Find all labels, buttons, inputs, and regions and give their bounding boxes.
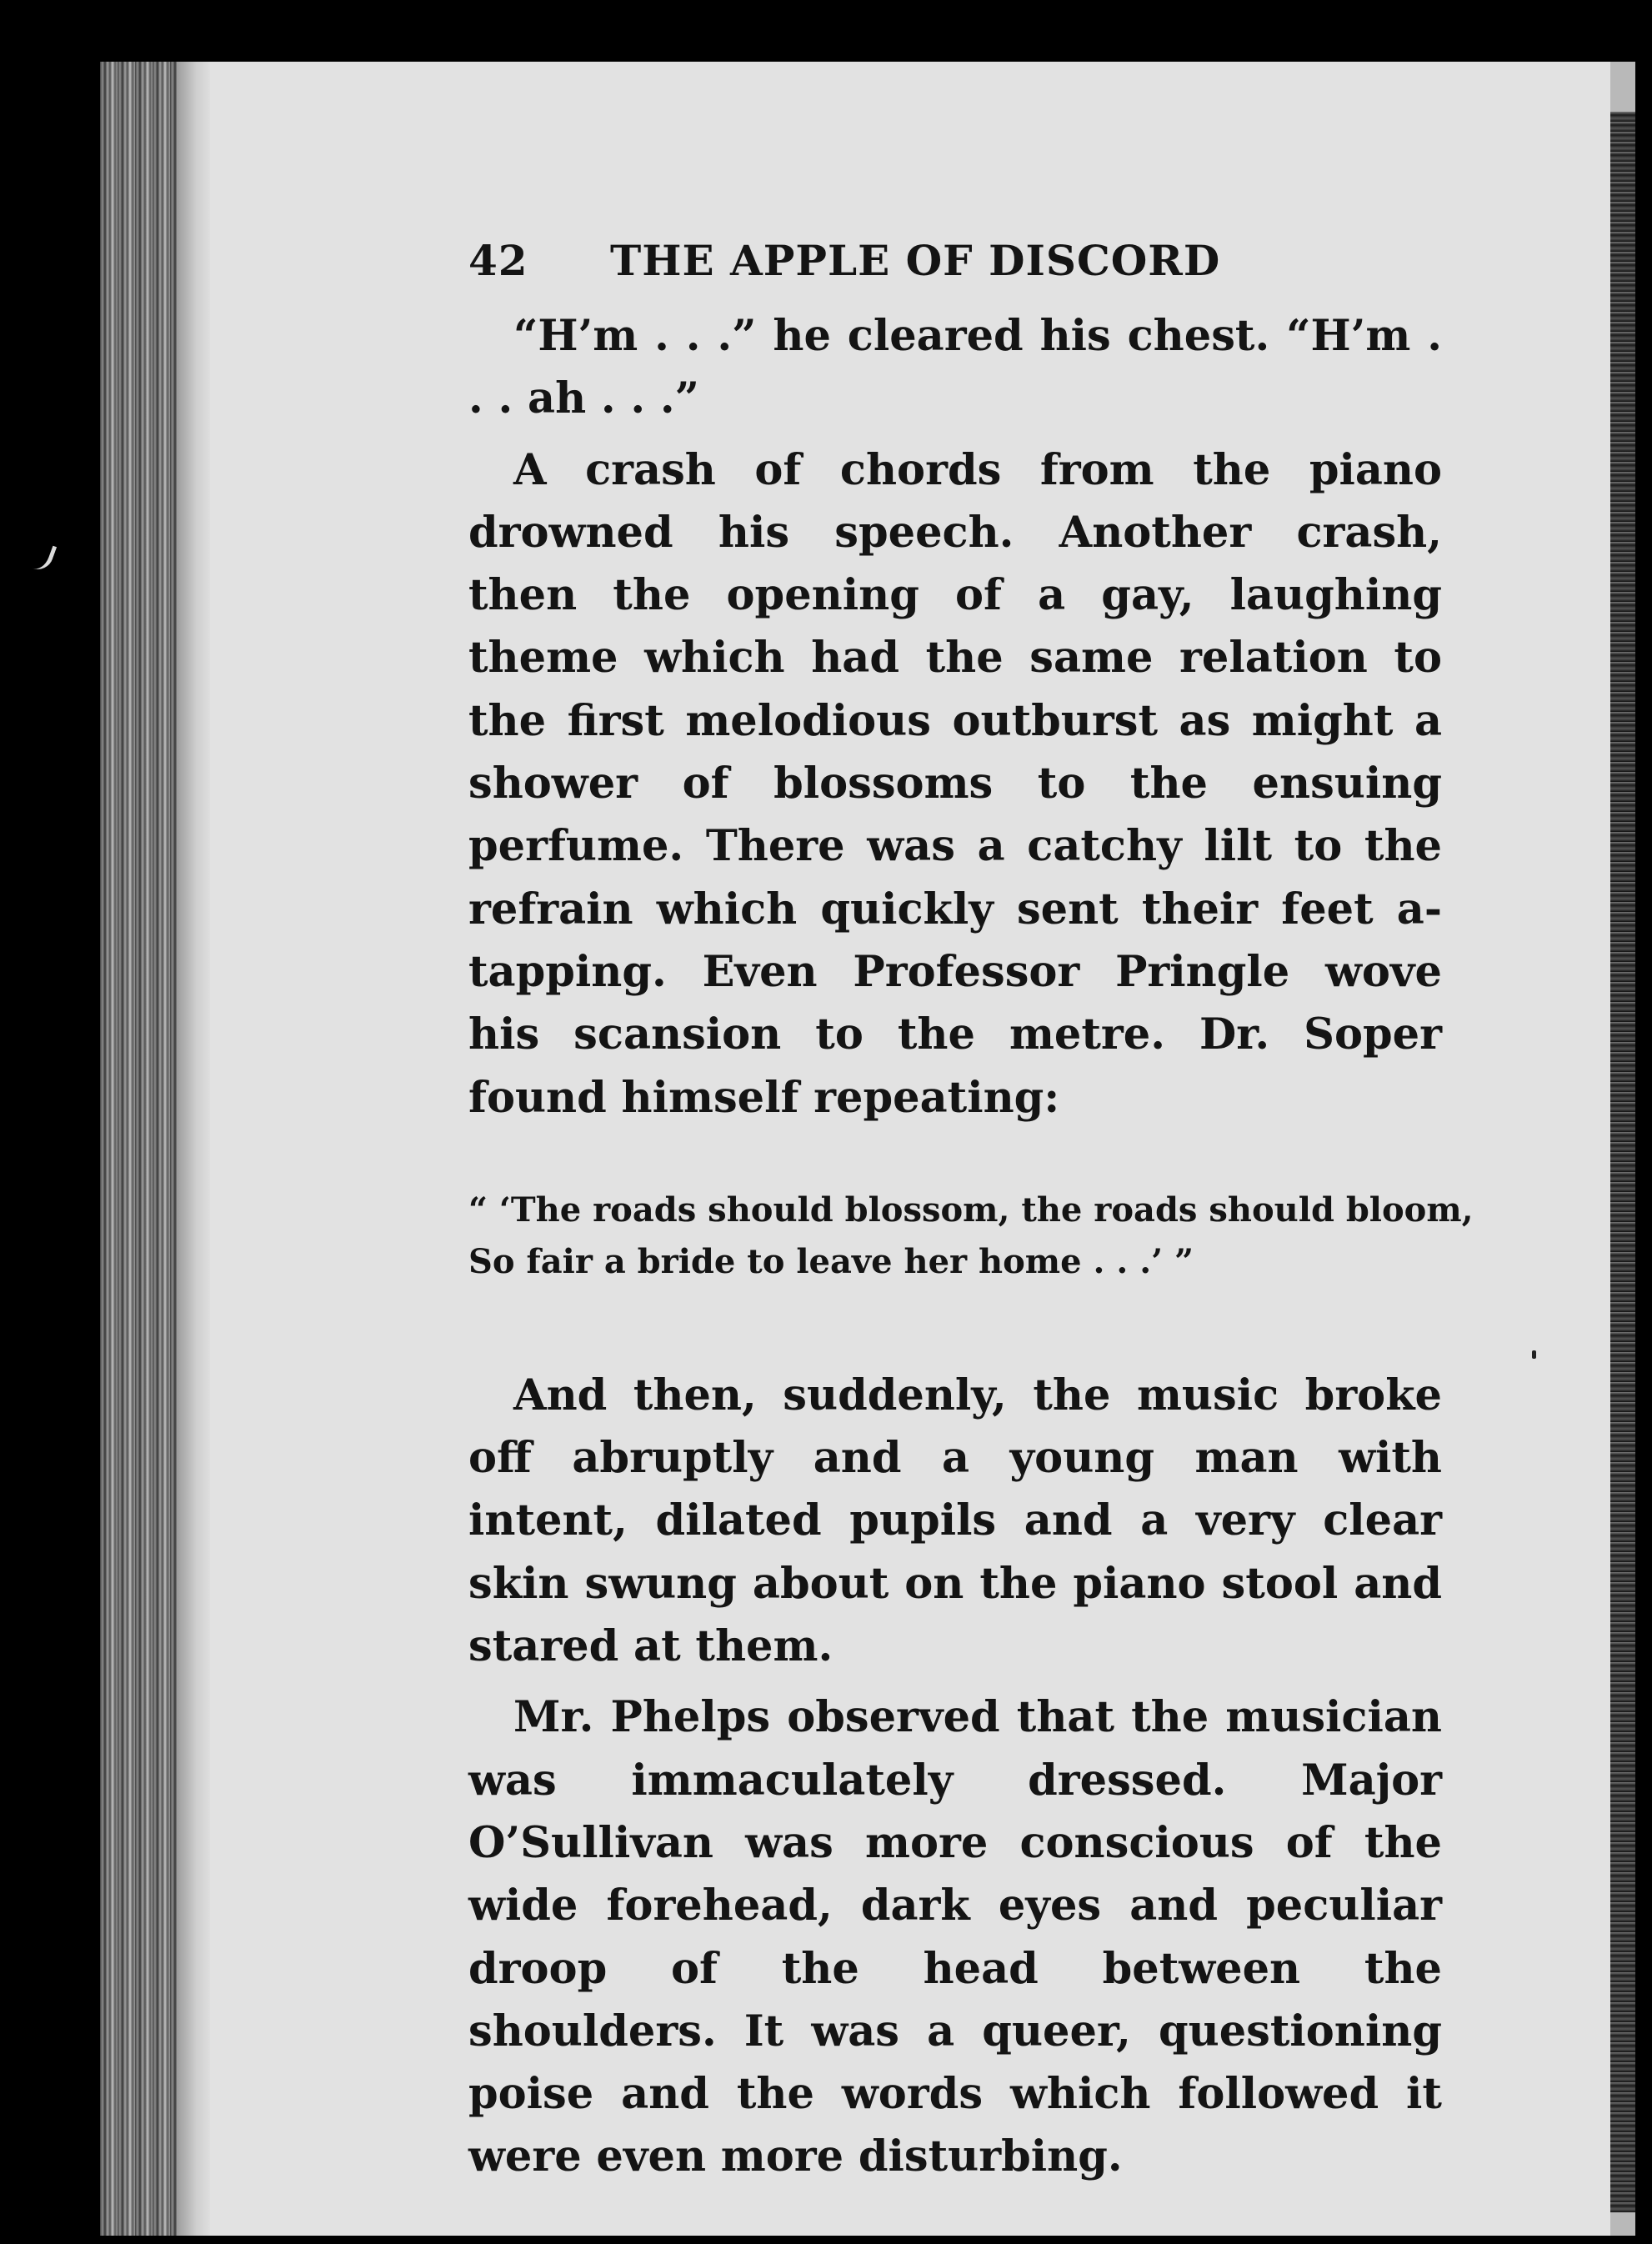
paragraph: Mr. Phelps observed that the musician was immaculately dressed. Major O’Sullivan was more conscious of the wide forehead, dark eyes and peculiar droop of the head between the shoulders. It was a queer, questioning poise and the words which followed it were even more disturbing. — [468, 1692, 1442, 2182]
verse-line: So fair a bride to leave her home . . .’ ” — [468, 1241, 1194, 1281]
running-header — [468, 225, 1409, 297]
page-number: 42 — [468, 236, 528, 285]
paragraph: A crash of chords from the piano drowned his speech. Another crash, then the opening of a gay, laughing theme which had the same relation to the first melodious outburst as might a shower of blossoms to the ensuing perfume. There was a catchy lilt to the refrain which quickly sent their feet a-tapping. Even Professor Pringle wove his scansion to the metre. Dr. Soper found himself repeating: — [468, 444, 1442, 1123]
verse-quote — [468, 1185, 1474, 1288]
scan-artifact-speck — [1532, 1350, 1536, 1359]
book-binding — [100, 62, 177, 2236]
text-block — [468, 225, 1474, 2189]
page-edge — [1610, 112, 1635, 2212]
paragraph: “H’m . . .” he cleared his chest. “H’m . . . ah . . .” — [468, 311, 1442, 424]
verse-line: “ ‘The roads should blossom, the roads should bloom, — [468, 1190, 1474, 1230]
paragraph: And then, suddenly, the music broke off abruptly and a young man with intent, dilated pupils and a very clear skin swung about on the piano stool and stared at them. — [468, 1370, 1442, 1672]
binding-shadow — [177, 62, 210, 2236]
scan-artifact-mark — [33, 542, 57, 574]
running-title: THE APPLE OF DISCORD — [610, 236, 1221, 285]
